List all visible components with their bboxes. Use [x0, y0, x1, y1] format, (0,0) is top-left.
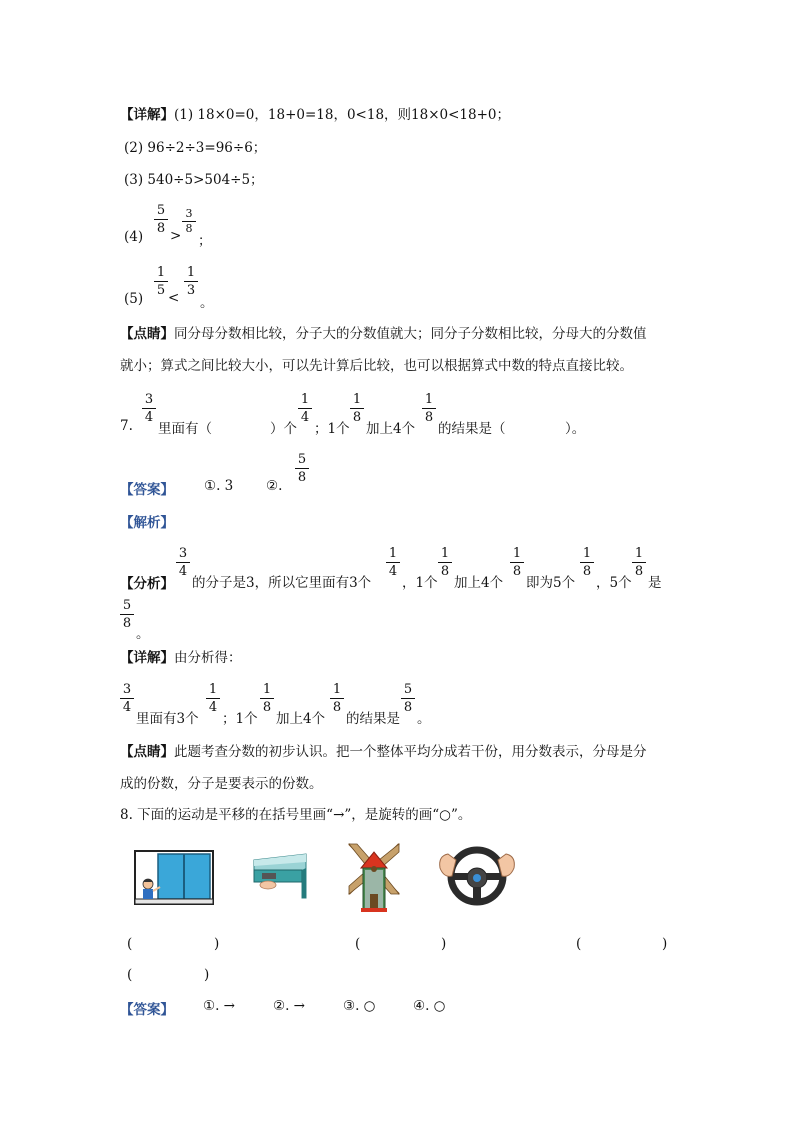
- fraction-5-8: 5 8: [120, 598, 134, 631]
- detail-line-4-end: ；: [198, 233, 212, 249]
- bracket-2-open: (: [355, 936, 361, 952]
- detail-line-1: [120, 103, 510, 123]
- question-7-text-3: ；1个: [314, 421, 350, 437]
- windmill-picture: [343, 838, 405, 914]
- fraction-1-3: 1 3: [184, 265, 198, 298]
- fraction-1-4: 1 4: [386, 546, 400, 579]
- analysis-text-5: ，5个: [596, 575, 632, 591]
- op-greater: >: [170, 228, 182, 244]
- fraction-1-4: 1 4: [298, 392, 312, 425]
- result-text-4: 的结果是: [346, 711, 400, 727]
- op-less: <: [168, 290, 180, 306]
- insight-1-line-2: 就小；算式之间比较大小，可以先计算后比较，也可以根据算式中数的特点直接比较。: [120, 358, 633, 374]
- fraction-3-4: 3 4: [120, 682, 134, 715]
- detail-2-line: 【详解】由分析得：: [120, 650, 242, 666]
- steering-wheel-picture: [436, 846, 518, 906]
- detail-line-4-prefix: (4): [124, 229, 144, 245]
- analysis-heading: 【解析】: [120, 515, 174, 531]
- question-7-text-1: 里面有（: [158, 421, 212, 437]
- fraction-1-8: 1 8: [510, 546, 524, 579]
- bracket-1-close: ): [214, 936, 220, 952]
- analysis-text-6: 是: [648, 575, 662, 591]
- question-7-text-6: ）。: [565, 421, 586, 437]
- answer-8-1: ①. →: [203, 998, 235, 1014]
- insight-1-line-1: 【点睛】同分母分数相比较，分子大的分数值就大；同分子分数相比较，分母大的分数值: [120, 326, 647, 342]
- fraction-1-8: 1 8: [330, 682, 344, 715]
- fraction-1-8: 1 8: [580, 546, 594, 579]
- result-text-3: 加上4个: [276, 711, 326, 727]
- result-text-1: 里面有3个: [136, 711, 199, 727]
- detail-line-5-prefix: (5): [124, 291, 144, 307]
- fraction-5-8: 5 8: [401, 682, 415, 715]
- analysis-label: 【分析】: [120, 576, 174, 592]
- analysis-text-7: 。: [136, 626, 150, 642]
- bracket-4-open: (: [127, 967, 133, 983]
- question-7-text-2: ）个: [270, 421, 297, 437]
- answer-7-label: 【答案】: [120, 482, 174, 498]
- bracket-3-open: (: [576, 936, 582, 952]
- detail-line-2: (2) 96÷2÷3=96÷6；: [124, 140, 267, 156]
- insight-2-line-2: 成的份数，分子是要表示的份数。: [120, 776, 323, 792]
- answer-7-1: ①. 3: [204, 478, 234, 494]
- answer-8-2: ②. →: [273, 998, 305, 1014]
- fraction-3-4: 3 4: [176, 546, 190, 579]
- fraction-1-8: 1 8: [422, 392, 436, 425]
- fraction-3-4: 3 4: [142, 392, 156, 425]
- result-text-2: ；1个: [222, 711, 258, 727]
- question-8-text: 8. 下面的运动是平移的在括号里画“→”，是旋转的画“○”。: [120, 807, 472, 823]
- fraction-1-4: 1 4: [206, 682, 220, 715]
- answer-8-4: ④. ○: [413, 998, 446, 1014]
- insight-label: 【点睛】: [120, 326, 174, 342]
- answer-8-label: 【答案】: [120, 1002, 174, 1018]
- detail-line-5-end: 。: [200, 295, 214, 311]
- drawer-picture: [252, 852, 308, 902]
- detail-label: 【详解】: [120, 107, 174, 123]
- analysis-text-1: 的分子是3，所以它里面有3个: [192, 575, 372, 591]
- result-text-5: 。: [417, 711, 431, 727]
- fraction-5-8: 5 8: [295, 452, 309, 485]
- answer-7-2: ②.: [266, 478, 283, 494]
- window-picture: [134, 850, 214, 905]
- fraction-3-8: 3 8: [182, 208, 196, 235]
- analysis-text-2: ，1个: [402, 575, 438, 591]
- analysis-text-4: 即为5个: [526, 575, 576, 591]
- fraction-1-8: 1 8: [350, 392, 364, 425]
- question-7-text-5: 的结果是（: [438, 421, 506, 437]
- detail-text: (1) 18×0=0，18+0=18，0<18，则18×0<18+0；: [174, 107, 511, 123]
- detail-line-3: (3) 540÷5>504÷5；: [124, 172, 264, 188]
- question-7-number: 7.: [120, 418, 133, 434]
- bracket-1-open: (: [127, 936, 133, 952]
- answer-8-3: ③. ○: [343, 998, 376, 1014]
- bracket-4-close: ): [204, 967, 210, 983]
- fraction-1-8: 1 8: [632, 546, 646, 579]
- analysis-text-3: 加上4个: [454, 575, 504, 591]
- bracket-2-close: ): [441, 936, 447, 952]
- bracket-3-close: ): [662, 936, 668, 952]
- fraction-1-8: 1 8: [260, 682, 274, 715]
- fraction-1-8: 1 8: [438, 546, 452, 579]
- fraction-5-8: 5 8: [154, 203, 168, 236]
- fraction-1-5: 1 5: [154, 265, 168, 298]
- question-7-text-4: 加上4个: [366, 421, 416, 437]
- insight-2-line-1: 【点睛】此题考查分数的初步认识。把一个整体平均分成若干份，用分数表示，分母是分: [120, 744, 647, 760]
